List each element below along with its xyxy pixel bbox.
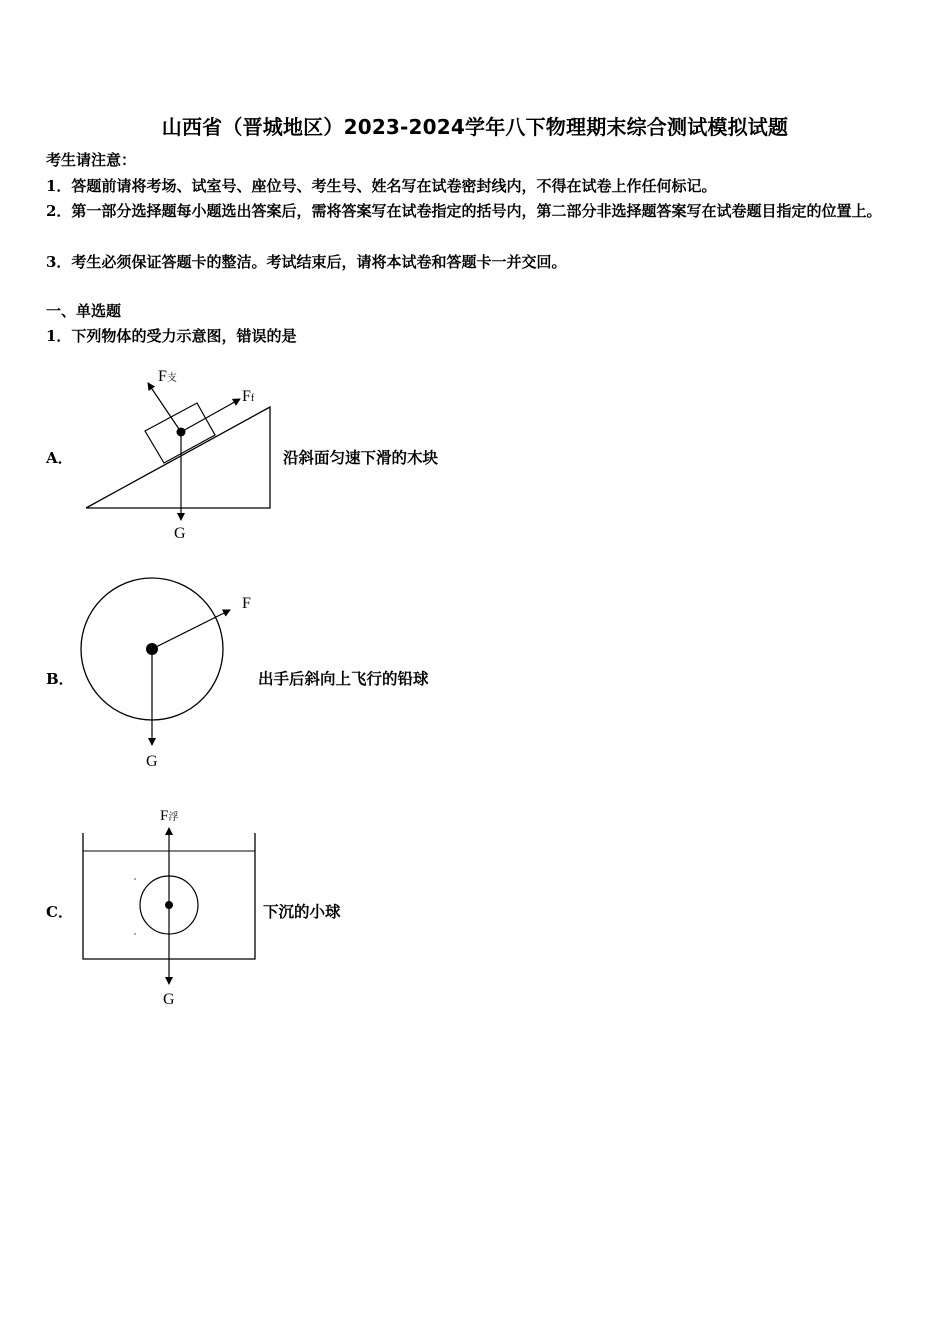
force-f-label: F (242, 595, 251, 612)
question-stem: 1．下列物体的受力示意图，错误的是 (46, 327, 297, 345)
center-dot (146, 643, 158, 655)
option-b-caption: 出手后斜向上飞行的铅球 (258, 669, 429, 688)
option-a-letter[interactable]: A． (46, 449, 73, 467)
speck (134, 878, 136, 880)
section-heading: 一、单选题 (46, 302, 122, 320)
option-c-letter[interactable]: C． (46, 903, 73, 921)
option-a-caption: 沿斜面匀速下滑的木块 (283, 448, 439, 467)
option-b-letter[interactable]: B． (46, 670, 74, 688)
support-force-label: F支 (158, 368, 177, 385)
notice-item-2: 2．第一部分选择题每小题选出答案后，需将答案写在试卷指定的括号内，第二部分非选择题答案写在试卷题目指定的位置上。 (46, 202, 882, 220)
gravity-label: G (163, 991, 175, 1008)
support-force-arrow (148, 383, 181, 432)
notice-item-3: 3．考生必须保证答题卡的整洁。考试结束后，请将本试卷和答题卡一并交回。 (46, 253, 567, 271)
option-c-caption: 下沉的小球 (263, 902, 341, 921)
gravity-label: G (146, 753, 158, 770)
center-dot (165, 901, 173, 909)
page-title: 山西省（晋城地区）2023-2024学年八下物理期末综合测试模拟试题 (161, 115, 789, 139)
notice-heading: 考生请注意： (46, 151, 137, 169)
gravity-label: G (174, 525, 186, 542)
diagram-shot-put (0, 570, 300, 775)
diagram-sinking-ball (0, 800, 300, 1012)
friction-force-label: Ff (242, 388, 255, 405)
force-f-arrow (152, 610, 230, 649)
diagram-incline-block (0, 355, 300, 555)
notice-item-1: 1．答题前请将考场、试室号、座位号、考生号、姓名写在试卷密封线内，不得在试卷上作任何标记。 (46, 177, 717, 195)
incline (86, 407, 270, 508)
buoyancy-label: F浮 (160, 808, 179, 824)
speck (134, 933, 136, 935)
center-of-mass-dot (177, 428, 186, 437)
